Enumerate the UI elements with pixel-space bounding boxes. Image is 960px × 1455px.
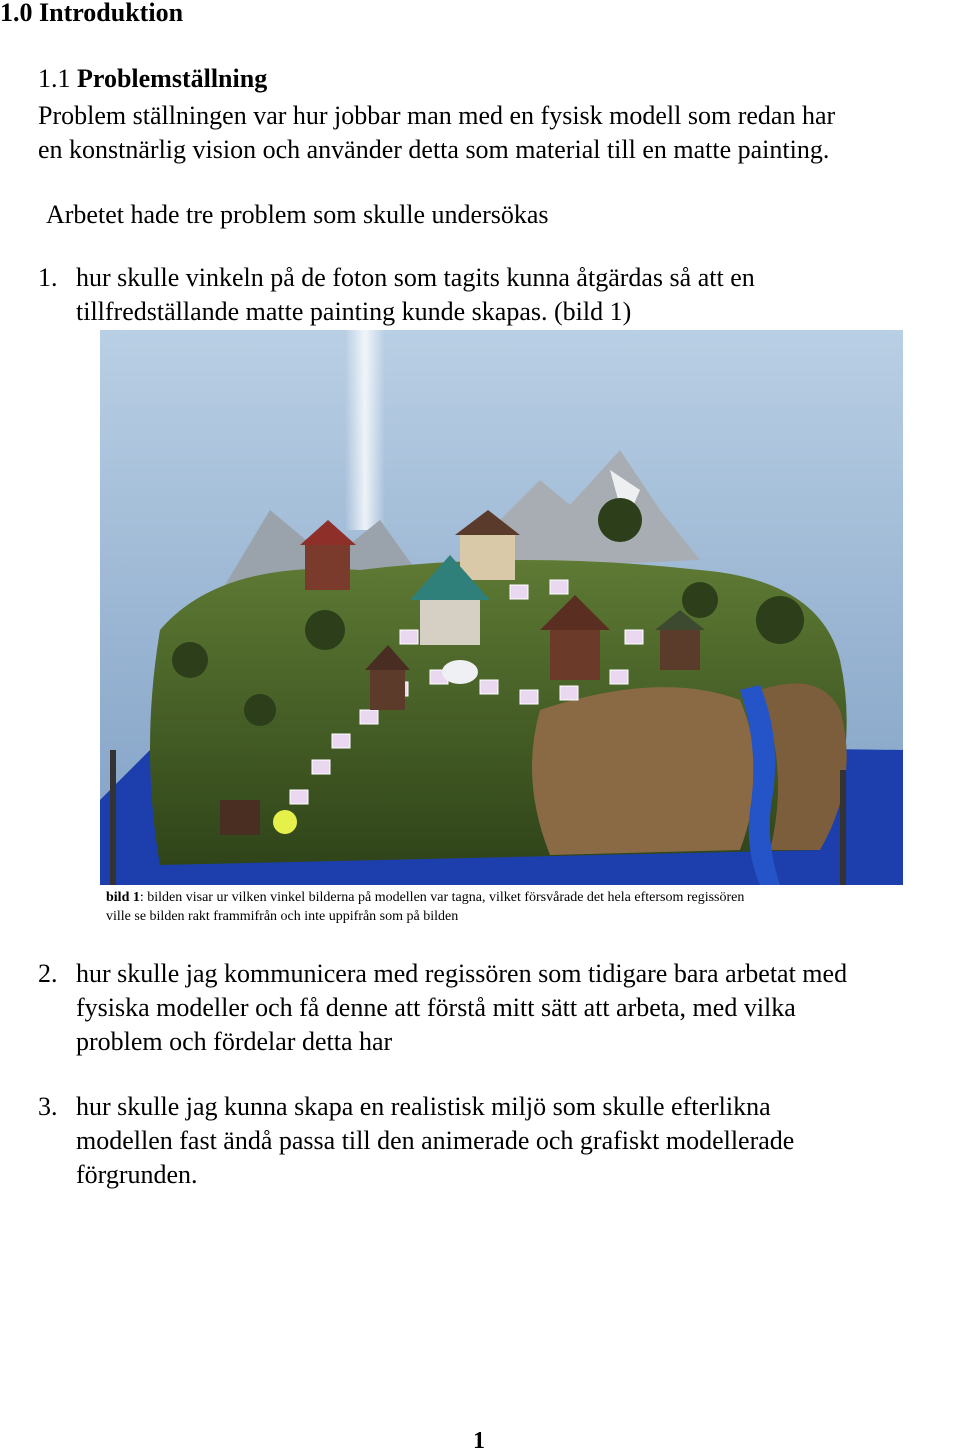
list-number: 1. — [38, 263, 58, 292]
figure-caption — [106, 888, 744, 926]
paragraph-line: Problem ställningen var hur jobbar man med en fysisk modell som redan har — [38, 101, 836, 130]
list-number: 3. — [38, 1092, 58, 1121]
page-number: 1 — [473, 1428, 485, 1454]
list-line: modellen fast ändå passa till den animerade och grafiskt modellerade — [76, 1126, 795, 1155]
paragraph — [38, 99, 835, 167]
list-text — [76, 957, 847, 1059]
intro-line: Arbetet hade tre problem som skulle undersökas — [46, 200, 549, 229]
list-number: 2. — [38, 959, 58, 988]
list-line: hur skulle vinkeln på de foton som tagits kunna åtgärdas så att en — [76, 263, 755, 292]
list-line: hur skulle jag kommunicera med regissören som tidigare bara arbetat med — [76, 959, 848, 988]
subsection-number: 1.1 — [38, 64, 71, 93]
subsection-title: Problemställning — [77, 64, 268, 93]
caption-label: bild 1 — [106, 890, 140, 905]
list-text — [76, 261, 755, 329]
caption-line — [106, 888, 744, 907]
subsection-heading — [38, 64, 267, 94]
model-photo — [100, 330, 903, 885]
caption-text: : bilden visar ur vilken vinkel bilderna på modellen var tagna, vilket försvårade det hela eftersom regissören — [139, 890, 745, 905]
caption-line: ville se bilden rakt frammifrån och inte uppifrån som på bilden — [106, 909, 459, 924]
list-line: förgrunden. — [76, 1160, 198, 1189]
list-line: hur skulle jag kunna skapa en realistisk miljö som skulle efterlikna — [76, 1092, 771, 1121]
list-line: tillfredställande matte painting kunde skapas. (bild 1) — [76, 297, 632, 326]
section-heading: 1.0 Introduktion — [0, 0, 184, 27]
paragraph-line: en konstnärlig vision och använder detta som material till en matte painting. — [38, 135, 830, 164]
list-line: problem och fördelar detta har — [76, 1027, 393, 1056]
list-line: fysiska modeller och få denne att förstå mitt sätt att arbeta, med vilka — [76, 993, 796, 1022]
list-text — [76, 1090, 794, 1192]
